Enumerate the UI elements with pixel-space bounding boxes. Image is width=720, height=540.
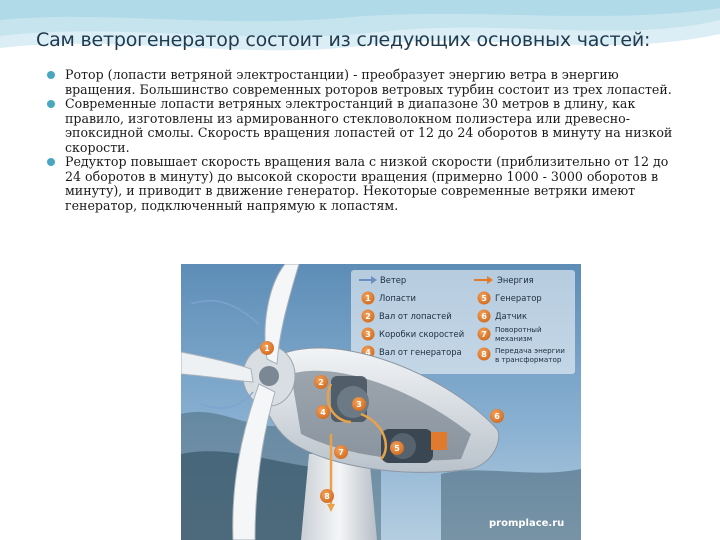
badge-number: 2 bbox=[365, 312, 371, 321]
callout-badge-7 bbox=[334, 445, 348, 459]
bullet-item bbox=[44, 155, 684, 213]
badge-number: 4 bbox=[365, 348, 371, 357]
legend-label: Вал от лопастей bbox=[379, 311, 452, 321]
badge-number: 5 bbox=[481, 294, 487, 303]
legend-item-1 bbox=[362, 292, 416, 305]
legend-label-line2: в трансформатор bbox=[495, 355, 562, 364]
badge-number: 8 bbox=[481, 350, 487, 359]
legend-item-6 bbox=[478, 310, 528, 323]
bullet-dot-icon bbox=[47, 158, 55, 166]
legend-label: Лопасти bbox=[379, 293, 416, 303]
svg-text:6: 6 bbox=[494, 412, 500, 421]
callout-badge-4 bbox=[316, 405, 330, 419]
legend-label: Датчик bbox=[495, 311, 528, 321]
bullet-dot-icon bbox=[47, 100, 55, 108]
badge-number: 6 bbox=[481, 312, 487, 321]
callout-badge-3 bbox=[352, 397, 366, 411]
wind-turbine-diagram bbox=[181, 264, 581, 540]
svg-text:8: 8 bbox=[324, 492, 330, 501]
slide-title: Сам ветрогенератор состоит из следующих основных частей: bbox=[36, 29, 651, 51]
legend-energy-label: Энергия bbox=[497, 275, 534, 285]
badge-number: 7 bbox=[481, 330, 487, 339]
svg-text:7: 7 bbox=[338, 448, 344, 457]
legend-label-line1: Передача энергии bbox=[495, 346, 565, 355]
legend-item-5 bbox=[478, 292, 542, 305]
svg-text:5: 5 bbox=[394, 444, 400, 453]
badge-number: 3 bbox=[365, 330, 371, 339]
callout-badge-2 bbox=[314, 375, 328, 389]
callout-badge-8 bbox=[320, 489, 334, 503]
callout-badge-1 bbox=[260, 341, 274, 355]
svg-text:4: 4 bbox=[320, 408, 326, 417]
bullet-item bbox=[44, 68, 684, 97]
bullet-dot-icon bbox=[47, 71, 55, 79]
callout-badge-6 bbox=[490, 409, 504, 423]
bullet-item bbox=[44, 97, 684, 155]
bullet-text: Современные лопасти ветряных электростанций в диапазоне 30 метров в длину, как правило, изготовлены из армированного стекловолокном полиэстера или древесно-эпоксидной смолы. Скорость вращения лопастей от 12 до 24 оборотов в минуту на низкой скорости. bbox=[65, 96, 673, 155]
legend-label: Коробки скоростей bbox=[379, 329, 465, 339]
turbine-illustration bbox=[181, 264, 581, 540]
bullet-list bbox=[44, 68, 684, 213]
watermark: promplace.ru bbox=[489, 518, 565, 529]
badge-number: 1 bbox=[365, 294, 371, 303]
svg-text:3: 3 bbox=[356, 400, 362, 409]
legend-label: Генератор bbox=[495, 293, 542, 303]
bullet-text: Ротор (лопасти ветряной электростанции) - преобразует энергию ветра в энергию вращения. Большинство современных роторов ветровых турбин состоит из трех лопастей. bbox=[65, 67, 672, 97]
svg-text:1: 1 bbox=[264, 344, 270, 353]
legend-wind-label: Ветер bbox=[380, 275, 407, 285]
legend-label: Вал от генератора bbox=[379, 347, 462, 357]
legend-label-line1: Поворотный bbox=[495, 325, 542, 334]
legend-label-line2: механизм bbox=[495, 334, 533, 343]
bullet-text: Редуктор повышает скорость вращения вала с низкой скорости (приблизительно от 12 до 24 оборотов в минуту) до высокой скорости вращения (примерно 1000 - 3000 оборотов в минуту), и приводит в движение генератор. Некоторые современные ветряки имеют генератор, подключенный напрямую к лопастям. bbox=[65, 154, 669, 213]
svg-text:2: 2 bbox=[318, 378, 324, 387]
callout-badge-5 bbox=[390, 441, 404, 455]
